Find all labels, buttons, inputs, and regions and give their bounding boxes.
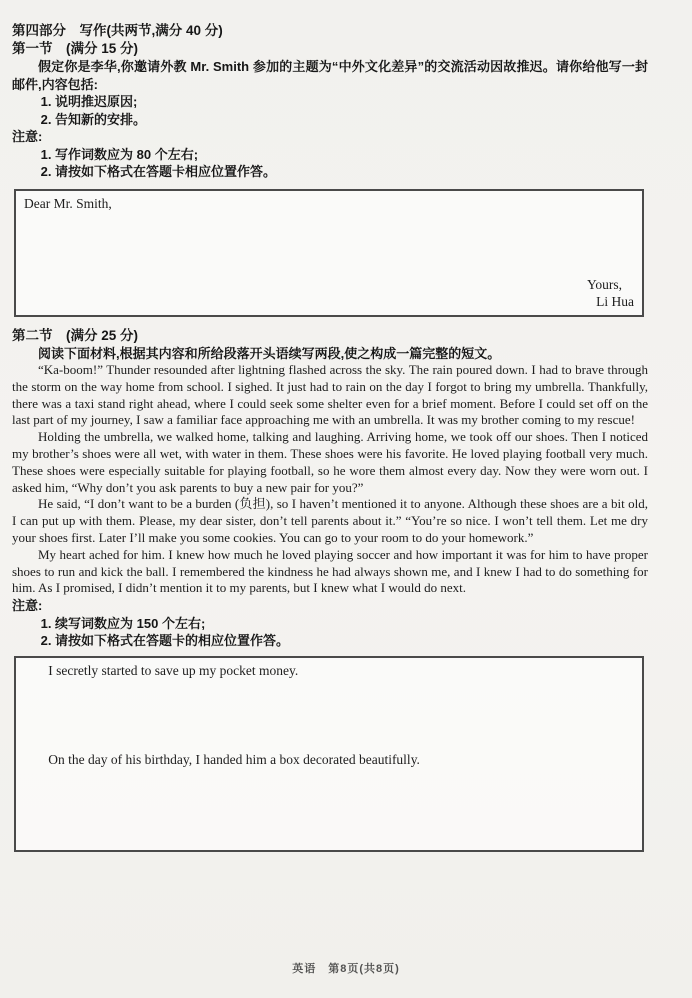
page-footer: 英语 第8页(共8页)	[292, 963, 400, 975]
letter-salutation: Dear Mr. Smith,	[24, 195, 112, 211]
part1-point-2: 2. 告知新的安排。	[40, 111, 147, 127]
part2-note-2: 2. 请按如下格式在答题卡的相应位置作答。	[40, 633, 290, 649]
continuation-starter-2: On the day of his birthday, I handed him a box decorated beautifully.	[48, 751, 420, 767]
continuation-starter-1: I secretly started to save up my pocket money.	[48, 662, 299, 678]
part1-answer-box	[14, 189, 644, 317]
story-paragraph-2: Holding the umbrella, we walked home, talking and laughing. Arriving home, we took off our shoes. Then I noticed my brother’s shoes were all wet, with water in them. These shoes were his favorite. He loved playing football very much. These shoes were especially suitable for playing football, so he wore them almost every day. Now they were worn out. I asked him, “Why don’t you ask parents to buy a new pair for you?”	[12, 429, 648, 495]
part2-notice-label: 注意:	[12, 598, 43, 614]
story-paragraph-4: My heart ached for him. I knew how much he loved playing soccer and how important it was for him to have proper shoes to run and kick the ball. I remembered the kindness he had always shown me, and I knew I had to do something for him. As I promised, I didn’t mention it to my parents, but I knew what I would do next.	[12, 546, 648, 596]
part2-note-1: 1. 续写词数应为 150 个左右;	[40, 615, 206, 631]
part2-heading: 第二节 (满分 25 分)	[12, 327, 139, 343]
part1-note-1: 1. 写作词数应为 80 个左右;	[40, 146, 199, 162]
section-title: 第四部分 写作(共两节,满分 40 分)	[12, 23, 223, 38]
story-paragraph-1: “Ka-boom!” Thunder resounded after lightning flashed across the sky. The rain poured down. I had to brave through the storm on the way home from school. I sighed. It just had to rain on the day I forgot to bring my umbrella. Thankfully, there was a taxi stand right ahead, where I could seek some shelter even for a brief moment. Before I could set off on the last part of my journey, I saw a familiar face approaching me with an umbrella. It was my brother coming to my rescue!	[12, 362, 648, 428]
letter-closing-block	[587, 276, 634, 310]
part1-point-1: 1. 说明推迟原因;	[40, 94, 138, 109]
part2-answer-box	[14, 656, 644, 852]
part1-heading: 第一节 (满分 15 分)	[12, 41, 139, 56]
part2-intro: 阅读下面材料,根据其内容和所给段落开头语续写两段,使之构成一篇完整的短文。	[38, 345, 501, 361]
letter-signature: Li Hua	[596, 293, 634, 309]
story-paragraph-3: He said, “I don’t want to be a burden (负担), so I haven’t mentioned it to anyone. Although these shoes are a bit old, I can put up with them. Please, my dear sister, don’t tell parents about it.” “You’re so nice. I won’t tell them. Let me dry your shoes first. Later I’ll make you some cookies. You can go to your room to do your homework.”	[12, 496, 648, 545]
part1-notice-label: 注意:	[12, 129, 43, 144]
part1-intro: 假定你是李华,你邀请外教 Mr. Smith 参加的主题为“中外文化差异”的交流活动因故推迟。请你给他写一封邮件,内容包括:	[12, 59, 648, 92]
letter-closing: Yours,	[586, 276, 622, 292]
part1-note-2: 2. 请按如下格式在答题卡相应位置作答。	[40, 164, 277, 179]
